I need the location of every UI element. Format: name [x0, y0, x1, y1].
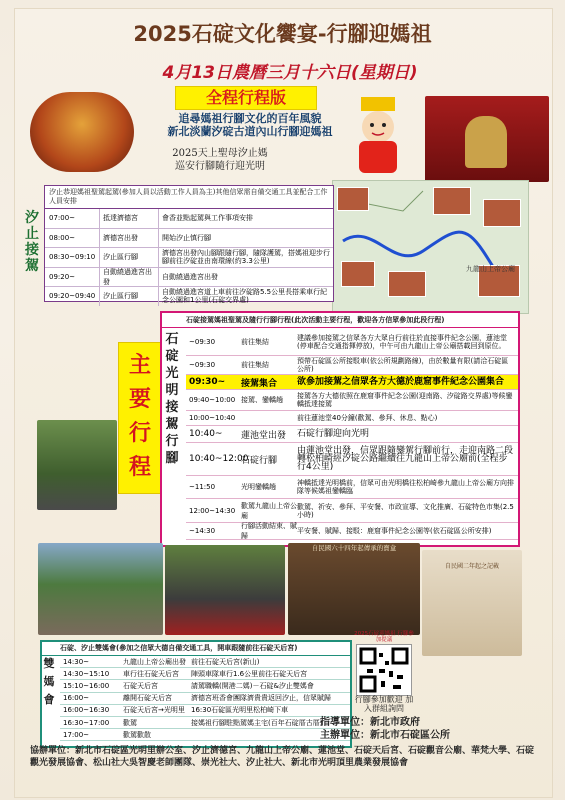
table-row	[186, 523, 518, 540]
event-cell: 抵達濟德宮	[100, 209, 159, 228]
xizhi-schedule-table	[44, 185, 334, 305]
event-cell: 石碇行腳	[241, 455, 278, 466]
time-cell: 15:10~16:00	[63, 681, 110, 690]
table-row	[60, 705, 350, 717]
desc-cell: 自動繞過進宮出發	[162, 272, 218, 281]
time-cell: 10:40~12:00	[189, 454, 249, 464]
time-cell: 09:30~	[189, 377, 226, 387]
historic-box-caption: 自民國六十四年起傳承的寶盒	[311, 544, 397, 552]
main-schedule-table	[160, 311, 520, 547]
event-cell: 車行往石碇天后宮	[123, 669, 179, 678]
time-cell: 08:00~	[45, 229, 100, 248]
page-title: 2025石碇文化饗宴-行腳迎媽祖	[133, 22, 432, 46]
event-cell: 離開石碇天后宮	[123, 694, 172, 703]
subtitle-line: 新北淡蘭汐碇古道內山行腳迎媽祖	[167, 125, 333, 138]
time-cell: 10:40~	[189, 429, 223, 439]
table-row	[60, 729, 350, 741]
slogan	[150, 147, 290, 173]
temple-procession-photo	[38, 543, 163, 635]
time-cell: ~09:30	[189, 337, 216, 346]
desc-cell: 欲參加接駕之信眾各方大德於鹿窟事件紀念公園集合	[297, 377, 505, 387]
desc-cell: 開始汐止慎行腳	[162, 233, 211, 242]
table-row	[60, 680, 350, 692]
desc-cell: 石碇行腳迎向光明	[297, 429, 370, 439]
desc-cell: 接媽祖行腳駐點駕媽主宅(百年石碇厝古厝)	[191, 718, 323, 727]
procession-photo	[37, 420, 117, 510]
time-cell: 07:00~	[45, 209, 100, 228]
table-row	[186, 476, 518, 499]
table-row	[186, 411, 518, 426]
shuangma-label: 雙媽會	[43, 657, 55, 706]
event-cell: 行腳活動結束、賦歸	[241, 522, 297, 540]
temple-altar-photo	[425, 96, 549, 182]
guide-unit: 指導單位：新北市政府	[320, 717, 420, 728]
table-row	[186, 390, 518, 411]
main-itinerary-text: 主要行程	[129, 353, 152, 480]
table-row	[186, 443, 518, 476]
historic-box-photo	[288, 543, 420, 635]
qr-caption: 行腳參加歡迎 加入群組詢問	[354, 695, 414, 713]
desc-cell: 濟德宮出發內山腳跟隨行腳，隨隊護駕，搭媽祖迎步行腳前往汐碇並由南環線(約3.3公里)	[162, 249, 330, 266]
time-cell: 09:20~09:40	[45, 287, 100, 306]
table-row	[186, 499, 518, 523]
table-row	[186, 375, 518, 390]
table-row	[45, 229, 333, 249]
table-row	[45, 209, 333, 229]
time-cell: ~09:30	[189, 361, 216, 369]
time-cell: 14:30~	[63, 657, 90, 666]
event-cell: 汐止區行腳	[100, 248, 159, 267]
time-cell: ~14:30	[189, 527, 216, 535]
event-cell: 汐止區行腳	[100, 287, 159, 306]
shuangma-rows	[60, 656, 350, 741]
table-row	[186, 356, 518, 375]
shiding-vertical-label: 石碇光明接駕行腳	[165, 332, 179, 466]
qr-code[interactable]	[356, 644, 412, 696]
main-note: 石碇接駕媽祖聖駕及隨行行腳行程(此次活動主要行程，歡迎各方信眾參加此段行程)	[162, 313, 518, 328]
table-row	[45, 268, 333, 288]
event-cell	[241, 411, 297, 425]
desc-cell: 自動繞過進宮道上車前往汐碇路5.5公里長搭乘車行紀念公園和1公里(石碇交界處)	[162, 288, 328, 305]
xizhi-note: 汐止恭迎媽祖聖駕起駕(參加人員以活動工作人員為主)其他信眾需自備交通工具並配合工作人員安排	[45, 186, 333, 209]
time-cell: 14:30~15:10	[63, 669, 110, 678]
crowd-photo	[165, 545, 285, 635]
sponsor-info	[320, 716, 450, 742]
table-row	[60, 693, 350, 705]
time-cell: 16:00~	[63, 694, 90, 703]
route-map	[332, 180, 529, 314]
time-cell: ~11:50	[189, 483, 216, 491]
desc-cell: 會香並點起駕與工作事項安排	[162, 214, 253, 223]
time-cell: 09:40~10:00	[189, 396, 236, 404]
time-cell: 08:30~09:10	[45, 248, 100, 267]
event-cell: 歡駕歡散	[123, 730, 151, 739]
slogan-line: 2025天上聖母汐止媽	[172, 148, 268, 159]
event-cell: 石碇天后宮	[123, 681, 158, 690]
main-itinerary-label	[118, 342, 162, 494]
desc-cell: 前往蓮池堂40分鐘(歡駕、參拜、休息、點心)	[297, 414, 438, 422]
shuangma-note: 石碇、汐止雙媽會(參加之信眾大德自備交通工具，開車跟隨前往石碇天后宮)	[42, 642, 350, 656]
desc-cell: 平安餐、賦歸、接駁：鹿窟事件紀念公園等(依石碇區公所安排)	[297, 527, 492, 535]
main-rows	[186, 328, 518, 540]
table-row	[60, 668, 350, 680]
desc-cell: 由蓮池堂出發，信眾跟隨鑾駕行腳前行，走迎南路二段轉松柏崎經汐碇公路繼續往九龍山上帝公廟前(全程步行4公里)	[297, 446, 514, 472]
desc-cell: 接駕各方大德依照在鹿窟事件紀念公園(迎南路、汐碇路交界處)等候鑾轎抵達接駕	[297, 392, 513, 408]
subtitle	[130, 112, 370, 138]
table-row	[60, 717, 350, 729]
event-cell: 濟德宮出發	[100, 229, 159, 248]
mazu-cartoon-icon	[345, 97, 411, 175]
event-cell: 接駕、鑾轎趟	[241, 396, 283, 404]
time-cell: 10:00~10:40	[189, 414, 236, 422]
table-row	[186, 426, 518, 443]
xizhi-rows	[45, 209, 333, 306]
desc-cell: 請駕職轎(開港二媽)－石碇&汐止雙媽會	[191, 681, 314, 690]
mazu-statue-photo	[30, 92, 134, 172]
desc-cell: 前往石碇天后宮(新山)	[191, 657, 260, 666]
event-cell: 前往集結	[241, 361, 269, 369]
organizer-unit: 主辦單位：新北市石碇區公所	[320, 730, 450, 741]
qr-title: 2025石碇迎媽祖 行腳參加提議	[354, 631, 414, 643]
time-cell: 16:30~17:00	[63, 718, 110, 727]
desc-cell: 陣頭車隊車行1.6公里前往石碇天后宮	[191, 669, 308, 678]
event-date: 4月13日農曆三月十六日(星期日)	[162, 63, 418, 83]
table-row	[186, 328, 518, 356]
time-cell: 16:00~16:30	[63, 706, 110, 715]
desc-cell: 濟德宮班香會團隊濟貴貴返回汐止，信眾賦歸	[191, 694, 331, 703]
event-cell: 自動繞過進宮出發	[100, 268, 159, 287]
historic-document-caption: 自民國二年起之記載	[444, 563, 499, 570]
shuangma-schedule-table	[40, 640, 352, 748]
desc-cell: 神轎抵達光明橋前，信眾可由光明橋往松柏崎參九龍山上帝公廟方向排隊等候媽祖鑾轎臨	[297, 479, 514, 495]
table-row	[60, 656, 350, 668]
event-cell: 歡駕九龍山上帝公廟	[241, 501, 297, 520]
desc-cell: 建議參加接駕之信眾各方大眾自行前往於直接事件紀念公園，蓮池堂(停車配合交通指揮停放)，中午可由九龍山上帝公廟搭載回到原位。	[297, 333, 507, 350]
event-cell: 石碇天后宮→光明里	[123, 706, 185, 715]
time-cell: 09:20~	[45, 268, 100, 287]
event-cell: 歡駕	[123, 718, 137, 727]
coorganizer-list: 協辦單位：新北市石碇區光明里辦公室、汐止濟德宮、九龍山上帝公廟、蓮池堂、石碇天后宮、石碇觀音公廟、華梵大學、石碇觀光發展協會、松山社大吳智慶老師團隊、崇光社大、汐止社大、新北市光明頂里農業發展協會	[30, 746, 535, 768]
event-cell: 前往集結	[241, 337, 269, 346]
desc-cell: 歡駕、祈安、參拜、平安餐、市政宣導、文化推廣、石碇特色市集(2.5小時)	[297, 502, 514, 519]
event-cell: 九龍山上帝公廟出發	[123, 657, 186, 666]
event-cell: 蓮池堂出發	[241, 430, 287, 441]
xizhi-section-label: 汐止接駕	[25, 210, 39, 274]
map-note: 九龍山上帝公廟	[466, 265, 515, 273]
table-row	[45, 287, 333, 306]
event-cell: 光明鑾轎趟	[241, 483, 276, 491]
slogan-line: 巡安行腳隨行迎光明	[175, 161, 265, 172]
full-itinerary-badge: 全程行程版	[175, 86, 317, 110]
subtitle-line: 追尋媽祖行腳文化的百年風貌	[178, 112, 322, 125]
desc-cell: 預帶石碇區公所接駁車(依公所規劃路線)，由於數量有限(請洽石碇區公所)	[297, 357, 509, 373]
table-row	[45, 248, 333, 268]
desc-cell: 16:30石碇區光明里松柏崎下車	[191, 706, 289, 715]
time-cell: 17:00~	[63, 730, 90, 739]
event-cell: 接駕集合	[241, 378, 278, 389]
time-cell: 12:00~14:30	[189, 506, 236, 515]
